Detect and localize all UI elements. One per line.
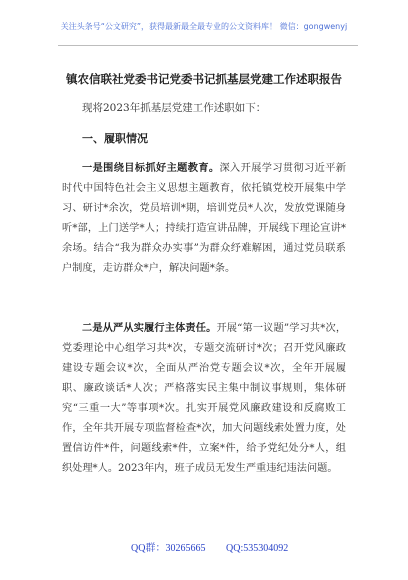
footer-qq-group: QQ群：30265665 [131, 543, 206, 554]
paragraph-2-body: 开展“第一议题”学习共*次，党委理论中心组学习共*次，专题交流研讨*次；召开党风廉政建设专题会议*次，全面从严治党专题会议*次，全年开展履职、廉政谈话*人次；严格落实民主集中制议事规则，集体研究“三重一大”等事项*次。扎实开展党风廉政建设和反腐败工作，全年共开展专项监督检查*次，加大问题线索处置力度，处置信访件*件，问题线索*件，立案*件，给予党纪处分*人，组织处理*人。2023年内，班子成员无发生严重违纪违法问题。 [62, 323, 347, 474]
paragraph-1-body: 深入开展学习贯彻习近平新时代中国特色社会主义思想主题教育，依托镇党校开展集中学习、研讨*余次，党员培训*期，培训党员*人次，发放党课随身听*部，上门送学*人；持续打造宣讲品牌，开展线下理论宣讲*余场。结合“我为群众办实事”为群众纾难解困，通过党员联系户制度，走访群众*户，解决问题*条。 [62, 163, 347, 274]
paragraph-1 [62, 158, 346, 279]
header-divider [58, 45, 358, 46]
section-heading-duties: 一、履职情况 [82, 132, 148, 145]
paragraph-2 [62, 318, 346, 479]
header-promo-note: 关注头条号“公文研究”，获得最新最全最专业的公文资料库！ 微信：gongwenyj [60, 22, 348, 31]
document-title: 镇农信联社党委书记党委书记抓基层党建工作述职报告 [66, 72, 342, 86]
footer-qq-number: QQ:535304092 [226, 543, 289, 554]
paragraph-2-lead: 二是从严从实履行主体责任。 [82, 322, 217, 334]
paragraph-1-lead: 一是围绕目标抓好主题教育。 [82, 162, 220, 174]
document-intro: 现将2023年抓基层党建工作述职如下： [82, 102, 267, 114]
